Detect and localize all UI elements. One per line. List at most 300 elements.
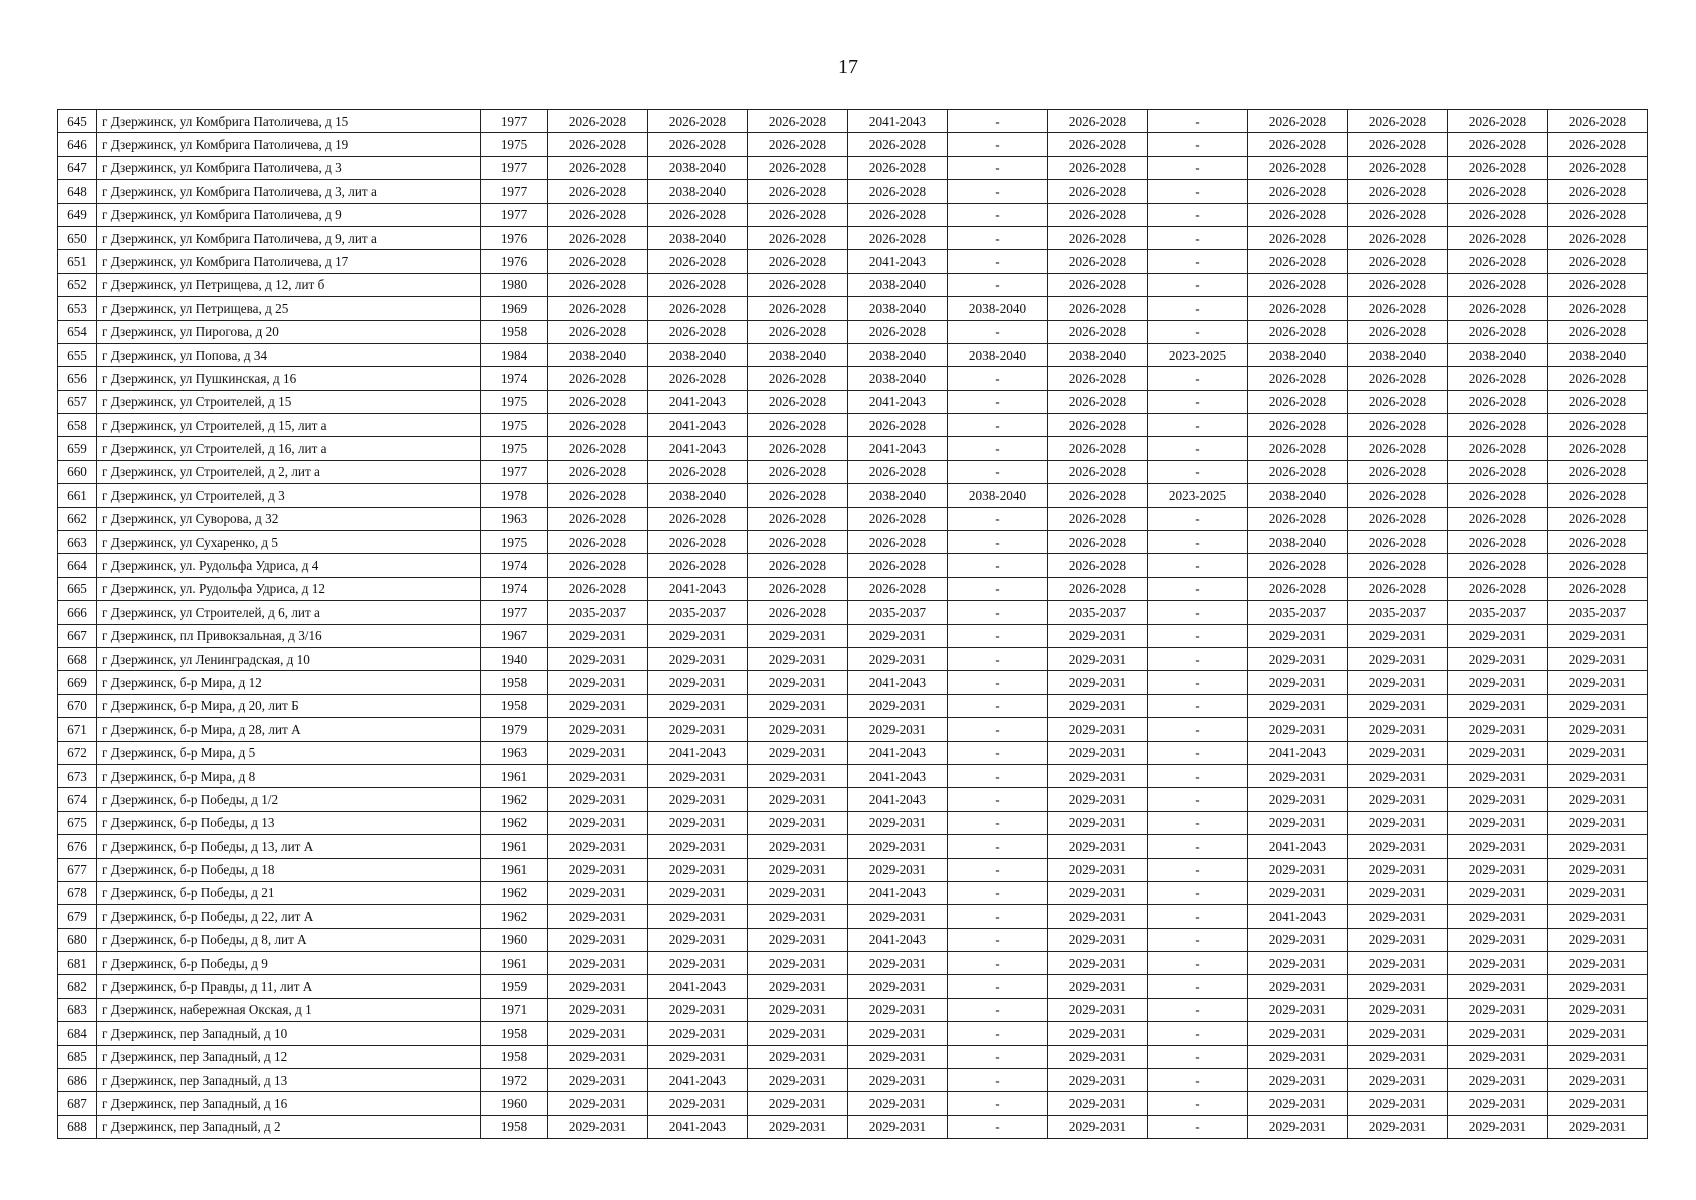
period-cell: 2029-2031 bbox=[1448, 647, 1548, 670]
address-cell: г Дзержинск, б-р Мира, д 20, лит Б bbox=[97, 694, 481, 717]
period-cell: 2029-2031 bbox=[1048, 1115, 1148, 1138]
address-cell: г Дзержинск, ул Комбрига Патоличева, д 9, лит а bbox=[97, 226, 481, 249]
period-cell: 2026-2028 bbox=[648, 554, 748, 577]
table-row bbox=[58, 741, 1648, 764]
row-number-cell: 680 bbox=[58, 928, 97, 951]
build-year-cell: 1958 bbox=[481, 320, 548, 343]
period-cell: 2029-2031 bbox=[1048, 881, 1148, 904]
table-row bbox=[58, 1022, 1648, 1045]
period-cell: 2029-2031 bbox=[648, 835, 748, 858]
period-cell: 2026-2028 bbox=[1548, 320, 1648, 343]
period-cell: - bbox=[1148, 1115, 1248, 1138]
period-cell: - bbox=[948, 1069, 1048, 1092]
period-cell: 2026-2028 bbox=[1248, 273, 1348, 296]
row-number-cell: 675 bbox=[58, 811, 97, 834]
period-cell: 2026-2028 bbox=[548, 250, 648, 273]
period-cell: 2026-2028 bbox=[848, 460, 948, 483]
period-cell: 2026-2028 bbox=[1248, 390, 1348, 413]
period-cell: - bbox=[1148, 531, 1248, 554]
period-cell: 2029-2031 bbox=[1348, 624, 1448, 647]
period-cell: 2026-2028 bbox=[548, 297, 648, 320]
period-cell: 2026-2028 bbox=[548, 460, 648, 483]
period-cell: 2026-2028 bbox=[548, 156, 648, 179]
row-number-cell: 667 bbox=[58, 624, 97, 647]
address-cell: г Дзержинск, б-р Победы, д 13 bbox=[97, 811, 481, 834]
period-cell: 2029-2031 bbox=[1248, 718, 1348, 741]
period-cell: 2026-2028 bbox=[548, 367, 648, 390]
period-cell: 2041-2043 bbox=[648, 437, 748, 460]
row-number-cell: 678 bbox=[58, 881, 97, 904]
period-cell: 2026-2028 bbox=[548, 110, 648, 133]
period-cell: - bbox=[948, 180, 1048, 203]
period-cell: 2026-2028 bbox=[1548, 460, 1648, 483]
period-cell: 2026-2028 bbox=[848, 414, 948, 437]
period-cell: 2029-2031 bbox=[1048, 905, 1148, 928]
period-cell: 2029-2031 bbox=[648, 1092, 748, 1115]
period-cell: 2038-2040 bbox=[1448, 343, 1548, 366]
period-cell: 2029-2031 bbox=[1448, 881, 1548, 904]
period-cell: 2026-2028 bbox=[1548, 414, 1648, 437]
period-cell: 2038-2040 bbox=[748, 343, 848, 366]
period-cell: 2029-2031 bbox=[1348, 694, 1448, 717]
build-year-cell: 1962 bbox=[481, 905, 548, 928]
build-year-cell: 1969 bbox=[481, 297, 548, 320]
period-cell: - bbox=[1148, 577, 1248, 600]
period-cell: - bbox=[948, 881, 1048, 904]
period-cell: 2038-2040 bbox=[848, 367, 948, 390]
period-cell: 2029-2031 bbox=[748, 1115, 848, 1138]
period-cell: - bbox=[1148, 811, 1248, 834]
period-cell: 2029-2031 bbox=[1448, 1045, 1548, 1068]
period-cell: 2041-2043 bbox=[648, 414, 748, 437]
period-cell: 2026-2028 bbox=[1248, 437, 1348, 460]
period-cell: 2026-2028 bbox=[648, 460, 748, 483]
table-row bbox=[58, 811, 1648, 834]
period-cell: 2029-2031 bbox=[1048, 858, 1148, 881]
period-cell: 2029-2031 bbox=[1348, 905, 1448, 928]
period-cell: 2038-2040 bbox=[1548, 343, 1648, 366]
period-cell: 2026-2028 bbox=[1348, 226, 1448, 249]
address-cell: г Дзержинск, б-р Правды, д 11, лит А bbox=[97, 975, 481, 998]
period-cell: 2038-2040 bbox=[948, 343, 1048, 366]
period-cell: 2026-2028 bbox=[548, 273, 648, 296]
period-cell: 2029-2031 bbox=[648, 694, 748, 717]
period-cell: 2029-2031 bbox=[1548, 764, 1648, 787]
period-cell: 2041-2043 bbox=[848, 390, 948, 413]
period-cell: 2026-2028 bbox=[1548, 133, 1648, 156]
table-row bbox=[58, 156, 1648, 179]
period-cell: - bbox=[948, 156, 1048, 179]
period-cell: 2029-2031 bbox=[1048, 975, 1148, 998]
table-row bbox=[58, 226, 1648, 249]
period-cell: 2041-2043 bbox=[848, 928, 948, 951]
period-cell: 2041-2043 bbox=[648, 577, 748, 600]
period-cell: 2041-2043 bbox=[648, 390, 748, 413]
period-cell: 2026-2028 bbox=[548, 554, 648, 577]
period-cell: 2029-2031 bbox=[748, 718, 848, 741]
period-cell: - bbox=[948, 788, 1048, 811]
table-row bbox=[58, 297, 1648, 320]
period-cell: 2029-2031 bbox=[548, 624, 648, 647]
period-cell: 2038-2040 bbox=[648, 226, 748, 249]
build-year-cell: 1958 bbox=[481, 1115, 548, 1138]
period-cell: - bbox=[948, 835, 1048, 858]
period-cell: 2029-2031 bbox=[648, 881, 748, 904]
period-cell: 2029-2031 bbox=[1048, 1092, 1148, 1115]
build-year-cell: 1961 bbox=[481, 835, 548, 858]
address-cell: г Дзержинск, б-р Победы, д 9 bbox=[97, 952, 481, 975]
period-cell: 2029-2031 bbox=[1048, 764, 1148, 787]
period-cell: 2026-2028 bbox=[848, 203, 948, 226]
period-cell: - bbox=[948, 718, 1048, 741]
table-row bbox=[58, 671, 1648, 694]
period-cell: 2026-2028 bbox=[848, 554, 948, 577]
row-number-cell: 647 bbox=[58, 156, 97, 179]
period-cell: 2029-2031 bbox=[1248, 881, 1348, 904]
period-cell: 2029-2031 bbox=[1248, 811, 1348, 834]
period-cell: 2026-2028 bbox=[1248, 554, 1348, 577]
period-cell: 2026-2028 bbox=[1348, 531, 1448, 554]
period-cell: 2029-2031 bbox=[1548, 694, 1648, 717]
table-row bbox=[58, 507, 1648, 530]
row-number-cell: 664 bbox=[58, 554, 97, 577]
period-cell: 2035-2037 bbox=[848, 601, 948, 624]
period-cell: 2038-2040 bbox=[1248, 484, 1348, 507]
build-year-cell: 1979 bbox=[481, 718, 548, 741]
row-number-cell: 687 bbox=[58, 1092, 97, 1115]
period-cell: 2038-2040 bbox=[648, 343, 748, 366]
period-cell: 2026-2028 bbox=[748, 110, 848, 133]
period-cell: - bbox=[1148, 156, 1248, 179]
table-row bbox=[58, 531, 1648, 554]
period-cell: 2029-2031 bbox=[648, 624, 748, 647]
period-cell: 2026-2028 bbox=[1048, 320, 1148, 343]
period-cell: 2029-2031 bbox=[1348, 1045, 1448, 1068]
build-year-cell: 1961 bbox=[481, 764, 548, 787]
period-cell: 2029-2031 bbox=[1448, 764, 1548, 787]
period-cell: 2026-2028 bbox=[1348, 414, 1448, 437]
row-number-cell: 658 bbox=[58, 414, 97, 437]
period-cell: 2029-2031 bbox=[1048, 1022, 1148, 1045]
period-cell: - bbox=[948, 414, 1048, 437]
address-cell: г Дзержинск, ул Пирогова, д 20 bbox=[97, 320, 481, 343]
period-cell: - bbox=[1148, 1045, 1248, 1068]
period-cell: 2029-2031 bbox=[1548, 835, 1648, 858]
build-year-cell: 1963 bbox=[481, 507, 548, 530]
period-cell: - bbox=[1148, 390, 1248, 413]
build-year-cell: 1974 bbox=[481, 554, 548, 577]
period-cell: - bbox=[948, 133, 1048, 156]
period-cell: 2026-2028 bbox=[1048, 367, 1148, 390]
period-cell: 2038-2040 bbox=[1348, 343, 1448, 366]
period-cell: 2026-2028 bbox=[748, 601, 848, 624]
period-cell: 2026-2028 bbox=[1448, 273, 1548, 296]
period-cell: 2038-2040 bbox=[648, 180, 748, 203]
period-cell: 2029-2031 bbox=[548, 1092, 648, 1115]
row-number-cell: 684 bbox=[58, 1022, 97, 1045]
period-cell: 2029-2031 bbox=[548, 741, 648, 764]
period-cell: 2035-2037 bbox=[648, 601, 748, 624]
address-cell: г Дзержинск, пер Западный, д 10 bbox=[97, 1022, 481, 1045]
period-cell: 2029-2031 bbox=[548, 835, 648, 858]
build-year-cell: 1984 bbox=[481, 343, 548, 366]
period-cell: 2029-2031 bbox=[1348, 764, 1448, 787]
period-cell: 2026-2028 bbox=[1348, 577, 1448, 600]
period-cell: 2029-2031 bbox=[1248, 694, 1348, 717]
period-cell: 2029-2031 bbox=[848, 998, 948, 1021]
period-cell: 2029-2031 bbox=[648, 1045, 748, 1068]
period-cell: 2026-2028 bbox=[1548, 531, 1648, 554]
period-cell: 2026-2028 bbox=[1248, 203, 1348, 226]
period-cell: 2041-2043 bbox=[848, 437, 948, 460]
period-cell: - bbox=[948, 1092, 1048, 1115]
period-cell: 2026-2028 bbox=[748, 390, 848, 413]
period-cell: 2029-2031 bbox=[848, 811, 948, 834]
period-cell: 2029-2031 bbox=[648, 952, 748, 975]
address-cell: г Дзержинск, ул Комбрига Патоличева, д 9 bbox=[97, 203, 481, 226]
address-cell: г Дзержинск, пер Западный, д 12 bbox=[97, 1045, 481, 1068]
period-cell: 2029-2031 bbox=[1548, 718, 1648, 741]
period-cell: - bbox=[948, 905, 1048, 928]
period-cell: 2026-2028 bbox=[1448, 180, 1548, 203]
period-cell: 2026-2028 bbox=[1548, 203, 1648, 226]
period-cell: 2041-2043 bbox=[848, 764, 948, 787]
address-cell: г Дзержинск, ул Ленинградская, д 10 bbox=[97, 647, 481, 670]
page-number: 17 bbox=[838, 56, 858, 78]
period-cell: 2026-2028 bbox=[748, 367, 848, 390]
period-cell: 2029-2031 bbox=[1048, 788, 1148, 811]
period-cell: 2029-2031 bbox=[1248, 1115, 1348, 1138]
period-cell: 2026-2028 bbox=[1048, 414, 1148, 437]
period-cell: 2035-2037 bbox=[1448, 601, 1548, 624]
address-cell: г Дзержинск, ул Сухаренко, д 5 bbox=[97, 531, 481, 554]
period-cell: - bbox=[948, 811, 1048, 834]
build-year-cell: 1977 bbox=[481, 156, 548, 179]
period-cell: 2026-2028 bbox=[848, 226, 948, 249]
table-row bbox=[58, 320, 1648, 343]
period-cell: 2038-2040 bbox=[648, 484, 748, 507]
row-number-cell: 661 bbox=[58, 484, 97, 507]
period-cell: 2029-2031 bbox=[848, 624, 948, 647]
address-cell: г Дзержинск, ул Петрищева, д 25 bbox=[97, 297, 481, 320]
row-number-cell: 685 bbox=[58, 1045, 97, 1068]
period-cell: 2029-2031 bbox=[1048, 647, 1148, 670]
table-row bbox=[58, 1115, 1648, 1138]
table-row bbox=[58, 180, 1648, 203]
period-cell: 2026-2028 bbox=[748, 180, 848, 203]
period-cell: 2026-2028 bbox=[748, 273, 848, 296]
period-cell: - bbox=[948, 671, 1048, 694]
period-cell: - bbox=[1148, 507, 1248, 530]
period-cell: 2029-2031 bbox=[1048, 952, 1148, 975]
table-row bbox=[58, 764, 1648, 787]
table-row bbox=[58, 367, 1648, 390]
period-cell: - bbox=[948, 975, 1048, 998]
period-cell: - bbox=[948, 998, 1048, 1021]
period-cell: 2029-2031 bbox=[548, 858, 648, 881]
period-cell: 2029-2031 bbox=[848, 1092, 948, 1115]
period-cell: - bbox=[948, 624, 1048, 647]
period-cell: 2029-2031 bbox=[1048, 1045, 1148, 1068]
period-cell: 2026-2028 bbox=[1448, 156, 1548, 179]
period-cell: 2026-2028 bbox=[748, 507, 848, 530]
period-cell: 2026-2028 bbox=[848, 507, 948, 530]
row-number-cell: 665 bbox=[58, 577, 97, 600]
period-cell: 2029-2031 bbox=[1248, 671, 1348, 694]
period-cell: 2026-2028 bbox=[1548, 390, 1648, 413]
build-year-cell: 1962 bbox=[481, 881, 548, 904]
period-cell: 2041-2043 bbox=[848, 881, 948, 904]
period-cell: 2029-2031 bbox=[1448, 905, 1548, 928]
build-year-cell: 1959 bbox=[481, 975, 548, 998]
build-year-cell: 1962 bbox=[481, 811, 548, 834]
period-cell: - bbox=[1148, 998, 1248, 1021]
period-cell: 2026-2028 bbox=[1548, 250, 1648, 273]
table-row bbox=[58, 343, 1648, 366]
period-cell: - bbox=[1148, 1092, 1248, 1115]
period-cell: 2029-2031 bbox=[748, 694, 848, 717]
period-cell: 2026-2028 bbox=[1048, 110, 1148, 133]
period-cell: 2023-2025 bbox=[1148, 484, 1248, 507]
period-cell: 2026-2028 bbox=[1448, 531, 1548, 554]
period-cell: 2029-2031 bbox=[1548, 811, 1648, 834]
period-cell: 2038-2040 bbox=[1248, 343, 1348, 366]
build-year-cell: 1977 bbox=[481, 203, 548, 226]
period-cell: 2029-2031 bbox=[1248, 1092, 1348, 1115]
build-year-cell: 1958 bbox=[481, 671, 548, 694]
table-row bbox=[58, 203, 1648, 226]
period-cell: 2026-2028 bbox=[1548, 437, 1648, 460]
period-cell: 2029-2031 bbox=[1548, 928, 1648, 951]
table-row bbox=[58, 110, 1648, 133]
period-cell: 2029-2031 bbox=[548, 928, 648, 951]
period-cell: 2029-2031 bbox=[1448, 835, 1548, 858]
period-cell: 2026-2028 bbox=[1448, 226, 1548, 249]
period-cell: 2026-2028 bbox=[748, 203, 848, 226]
period-cell: 2026-2028 bbox=[1248, 577, 1348, 600]
row-number-cell: 668 bbox=[58, 647, 97, 670]
period-cell: 2029-2031 bbox=[1048, 928, 1148, 951]
period-cell: 2029-2031 bbox=[1248, 1045, 1348, 1068]
period-cell: 2029-2031 bbox=[748, 671, 848, 694]
period-cell: 2029-2031 bbox=[848, 1069, 948, 1092]
period-cell: 2029-2031 bbox=[1248, 1022, 1348, 1045]
period-cell: - bbox=[1148, 437, 1248, 460]
period-cell: 2029-2031 bbox=[548, 718, 648, 741]
period-cell: 2026-2028 bbox=[1348, 273, 1448, 296]
period-cell: 2026-2028 bbox=[1348, 460, 1448, 483]
period-cell: 2026-2028 bbox=[1448, 460, 1548, 483]
address-cell: г Дзержинск, ул Строителей, д 15 bbox=[97, 390, 481, 413]
table-row bbox=[58, 1092, 1648, 1115]
period-cell: 2029-2031 bbox=[748, 647, 848, 670]
row-number-cell: 646 bbox=[58, 133, 97, 156]
period-cell: 2029-2031 bbox=[1348, 1115, 1448, 1138]
period-cell: 2029-2031 bbox=[648, 811, 748, 834]
table-row bbox=[58, 390, 1648, 413]
build-year-cell: 1977 bbox=[481, 110, 548, 133]
build-year-cell: 1962 bbox=[481, 788, 548, 811]
period-cell: - bbox=[1148, 975, 1248, 998]
period-cell: 2026-2028 bbox=[1248, 250, 1348, 273]
period-cell: - bbox=[1148, 110, 1248, 133]
period-cell: 2029-2031 bbox=[1248, 647, 1348, 670]
table-row bbox=[58, 998, 1648, 1021]
period-cell: 2029-2031 bbox=[1348, 928, 1448, 951]
period-cell: 2029-2031 bbox=[848, 975, 948, 998]
build-year-cell: 1980 bbox=[481, 273, 548, 296]
table-row bbox=[58, 460, 1648, 483]
period-cell: 2029-2031 bbox=[1248, 858, 1348, 881]
address-cell: г Дзержинск, ул Суворова, д 32 bbox=[97, 507, 481, 530]
period-cell: 2026-2028 bbox=[548, 226, 648, 249]
row-number-cell: 651 bbox=[58, 250, 97, 273]
period-cell: 2029-2031 bbox=[1548, 1022, 1648, 1045]
period-cell: 2026-2028 bbox=[848, 133, 948, 156]
build-year-cell: 1958 bbox=[481, 694, 548, 717]
row-number-cell: 653 bbox=[58, 297, 97, 320]
period-cell: 2029-2031 bbox=[648, 671, 748, 694]
address-cell: г Дзержинск, ул Комбрига Патоличева, д 19 bbox=[97, 133, 481, 156]
period-cell: 2041-2043 bbox=[648, 741, 748, 764]
period-cell: 2029-2031 bbox=[1448, 811, 1548, 834]
period-cell: 2026-2028 bbox=[1248, 367, 1348, 390]
period-cell: - bbox=[948, 250, 1048, 273]
period-cell: 2026-2028 bbox=[1448, 414, 1548, 437]
row-number-cell: 672 bbox=[58, 741, 97, 764]
period-cell: 2029-2031 bbox=[1548, 905, 1648, 928]
address-cell: г Дзержинск, ул Комбрига Патоличева, д 3 bbox=[97, 156, 481, 179]
period-cell: 2041-2043 bbox=[848, 788, 948, 811]
period-cell: 2029-2031 bbox=[848, 858, 948, 881]
period-cell: 2026-2028 bbox=[548, 531, 648, 554]
period-cell: 2026-2028 bbox=[648, 203, 748, 226]
table-row bbox=[58, 554, 1648, 577]
row-number-cell: 652 bbox=[58, 273, 97, 296]
period-cell: - bbox=[948, 273, 1048, 296]
table-row bbox=[58, 718, 1648, 741]
period-cell: - bbox=[1148, 226, 1248, 249]
period-cell: 2029-2031 bbox=[1448, 1022, 1548, 1045]
period-cell: 2026-2028 bbox=[548, 320, 648, 343]
period-cell: 2029-2031 bbox=[848, 1022, 948, 1045]
period-cell: - bbox=[948, 764, 1048, 787]
period-cell: 2041-2043 bbox=[648, 975, 748, 998]
build-year-cell: 1958 bbox=[481, 1022, 548, 1045]
period-cell: 2029-2031 bbox=[1548, 788, 1648, 811]
row-number-cell: 682 bbox=[58, 975, 97, 998]
period-cell: 2029-2031 bbox=[1548, 1069, 1648, 1092]
period-cell: 2026-2028 bbox=[648, 250, 748, 273]
period-cell: - bbox=[948, 952, 1048, 975]
period-cell: 2026-2028 bbox=[1248, 320, 1348, 343]
address-cell: г Дзержинск, ул Пушкинская, д 16 bbox=[97, 367, 481, 390]
table-row bbox=[58, 250, 1648, 273]
period-cell: 2029-2031 bbox=[548, 694, 648, 717]
period-cell: 2041-2043 bbox=[848, 671, 948, 694]
period-cell: 2029-2031 bbox=[548, 1022, 648, 1045]
period-cell: 2026-2028 bbox=[1448, 507, 1548, 530]
period-cell: - bbox=[948, 647, 1048, 670]
period-cell: 2029-2031 bbox=[748, 835, 848, 858]
period-cell: 2029-2031 bbox=[548, 975, 648, 998]
period-cell: 2029-2031 bbox=[1548, 1115, 1648, 1138]
period-cell: 2029-2031 bbox=[848, 1115, 948, 1138]
period-cell: 2026-2028 bbox=[1048, 437, 1148, 460]
period-cell: 2038-2040 bbox=[948, 297, 1048, 320]
period-cell: 2029-2031 bbox=[1048, 671, 1148, 694]
period-cell: 2026-2028 bbox=[1448, 367, 1548, 390]
